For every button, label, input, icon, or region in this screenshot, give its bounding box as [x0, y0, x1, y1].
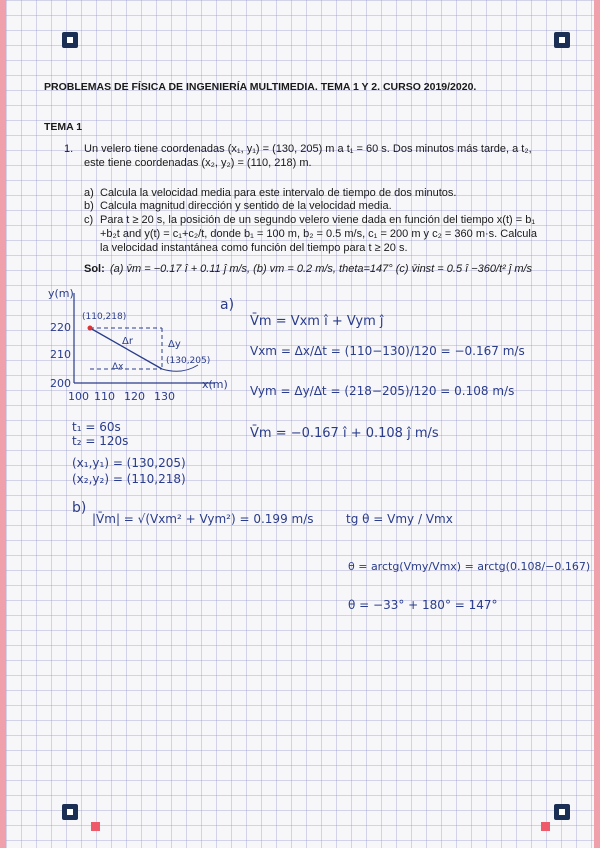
hw-part-b-eq3: θ = arctg(Vmy/Vmx) = arctg(0.108/−0.167) [348, 560, 591, 573]
bottom-left-corner-mark [62, 804, 78, 820]
delta-r-label: Δr [122, 336, 133, 347]
hw-p2: (x₂,y₂) = (110,218) [72, 472, 186, 486]
part-a-label: a) [84, 187, 94, 199]
x-axis-label: x(m) [202, 378, 228, 391]
point-b-label: (130,205) [166, 356, 211, 366]
hw-t2: t₂ = 120s [72, 434, 129, 448]
hw-part-b-eq2: tg θ = Vmy / Vmx [346, 512, 453, 526]
point-a-dot [88, 326, 93, 331]
x-tick-130: 130 [154, 390, 175, 403]
problem-statement: Un velero tiene coordenadas (x₁, y₁) = (130, 205) m a t₁ = 60 s. Dos minutos más tarde, a t₂, este tiene coordenadas (x₂, y₂) = (110, 218) m. [84, 143, 532, 169]
y-tick-210: 210 [50, 348, 71, 361]
x-tick-120: 120 [124, 390, 145, 403]
hw-part-b-label: b) [72, 500, 87, 516]
hw-part-a-eq4: V̄m = −0.167 î + 0.108 ĵ m/s [250, 426, 439, 441]
hw-p1: (x₁,y₁) = (130,205) [72, 456, 186, 470]
hw-part-b-eq1: |V̄m| = √(Vxm² + Vym²) = 0.199 m/s [92, 512, 314, 526]
hw-part-a-label: a) [220, 297, 235, 313]
pink-marker [541, 822, 550, 831]
section-title: TEMA 1 [44, 121, 83, 133]
delta-y-label: Δy [168, 339, 181, 350]
part-b-label: b) [84, 200, 94, 212]
displacement-line [90, 328, 162, 369]
y-axis-label: y(m) [48, 287, 74, 300]
x-tick-100: 100 [68, 390, 89, 403]
delta-x-label: Δx [112, 362, 124, 372]
top-left-corner-mark [62, 32, 78, 48]
hw-t1: t₁ = 60s [72, 420, 121, 434]
part-a-text: Calcula la velocidad media para este intervalo de tiempo de dos minutos. [100, 187, 457, 199]
bottom-right-corner-mark [554, 804, 570, 820]
x-tick-110: 110 [94, 390, 115, 403]
hw-part-a-eq3: Vym = Δy/Δt = (218−205)/120 = 0.108 m/s [250, 384, 515, 398]
page-title: PROBLEMAS DE FÍSICA DE INGENIERÍA MULTIMEDIA. TEMA 1 Y 2. CURSO 2019/2020. [44, 81, 477, 93]
part-c-text: Para t ≥ 20 s, la posición de un segundo velero viene dada en función del tiempo x(t) = b₁ +b₂t and y(t) = c₁+c₂/t, donde b₁ = 100 m, b₂ = 0.5 m/s, c₁ = 200 m y c₂ = 360 m·s. Calcula la velocidad instantánea como función del tiempo para t ≥ 20 s. [100, 214, 537, 254]
top-right-corner-mark [554, 32, 570, 48]
solution-label: Sol: [84, 263, 105, 275]
solution-text: (a) v̄m = −0.17 î + 0.11 ĵ m/s, (b) vm = 0.2 m/s, theta=147° (c) v̄inst = 0.5 î −360/t² ĵ m/s [110, 263, 533, 275]
hw-part-a-eq1: V̄m = Vxm î + Vym ĵ [250, 314, 384, 329]
part-c-label: c) [84, 214, 94, 226]
y-tick-220: 220 [50, 321, 71, 334]
part-b-text: Calcula magnitud dirección y sentido de la velocidad media. [100, 200, 392, 212]
pink-marker [91, 822, 100, 831]
y-tick-200: 200 [50, 377, 71, 390]
hw-part-a-eq2: Vxm = Δx/Δt = (110−130)/120 = −0.167 m/s [250, 344, 525, 358]
point-a-label: (110,218) [82, 312, 127, 322]
problem-number: 1. [64, 143, 74, 155]
hw-part-b-eq4: θ = −33° + 180° = 147° [348, 598, 498, 612]
